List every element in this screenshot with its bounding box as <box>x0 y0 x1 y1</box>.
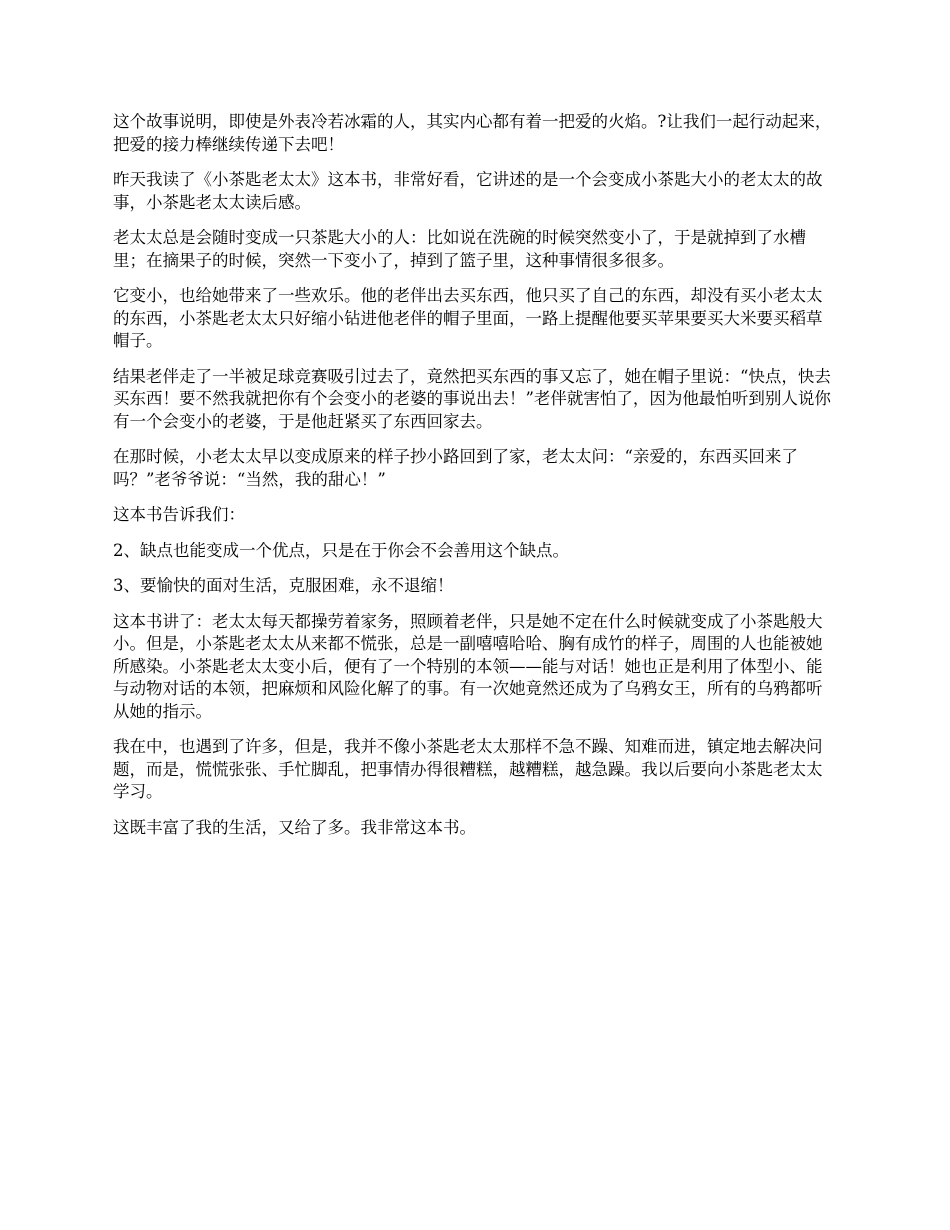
paragraph-8: 2、缺点也能变成一个优点，只是在于你会不会善用这个缺点。 <box>113 540 569 560</box>
paragraph-9: 3、要愉快的面对生活，克服困难，永不退缩！ <box>113 576 454 595</box>
paragraph-10: 这本书讲了：老太太每天都操劳着家务，照顾着老伴，只是她不定在什么时候就变成了小茶匙般大小。但是，小茶匙老太太从来都不慌张，总是一副嘻嘻哈哈、胸有成竹的样子，周围的人也能被她所感染。小茶匙老太太变小后，便有了一个特别的本领——能与对话！她也正是利用了体型小、能与动物对话的本领，把麻烦和风险化解了的事。有一次她竟然还成为了乌鸦女王，所有的乌鸦都听从她的指示。 <box>113 611 823 721</box>
paragraph-11: 我在中，也遇到了许多，但是，我并不像小茶匙老太太那样不急不躁、知难而进，镇定地去解决问题，而是，慌慌张张、手忙脚乱，把事情办得很糟糕，越糟糕，越急躁。我以后要向小茶匙老太太学习。 <box>113 737 823 801</box>
paragraph-3: 老太太总是会随时变成一只茶匙大小的人：比如说在洗碗的时候突然变小了，于是就掉到了水槽里；在摘果子的时候，突然一下变小了，掉到了篮子里，这种事情很多很多。 <box>113 228 806 270</box>
paragraph-7: 这本书告诉我们： <box>113 505 245 524</box>
paragraph-1: 这个故事说明，即使是外表冷若冰霜的人，其实内心都有着一把爱的火焰。?让我们一起行动起来，把爱的接力棒继续传递下去吧！ <box>113 112 832 154</box>
paragraph-2: 昨天我读了《小茶匙老太太》这本书，非常好看，它讲述的是一个会变成小茶匙大小的老太太的故事，小茶匙老太太读后感。 <box>113 170 823 212</box>
paragraph-6: 在那时候，小老太太早以变成原来的样子抄小路回到了家，老太太问：“亲爱的，东西买回来了吗？”老爷爷说：“当然，我的甜心！” <box>113 447 798 489</box>
paragraph-12: 这既丰富了我的生活，又给了多。我非常这本书。 <box>113 817 476 837</box>
document-body <box>113 111 835 852</box>
paragraph-4: 它变小，也给她带来了一些欢乐。他的老伴出去买东西，他只买了自己的东西，却没有买小老太太的东西，小茶匙老太太只好缩小钻进他老伴的帽子里面，一路上提醒他要买苹果要买大米要买稻草帽子。 <box>113 286 823 350</box>
paragraph-5: 结果老伴走了一半被足球竞赛吸引过去了，竟然把买东西的事又忘了，她在帽子里说：“快点，快去买东西！要不然我就把你有个会变小的老婆的事说出去！”老伴就害怕了，因为他最怕听到别人说你有一个会变小的老婆，于是他赶紧买了东西回家去。 <box>113 366 831 431</box>
